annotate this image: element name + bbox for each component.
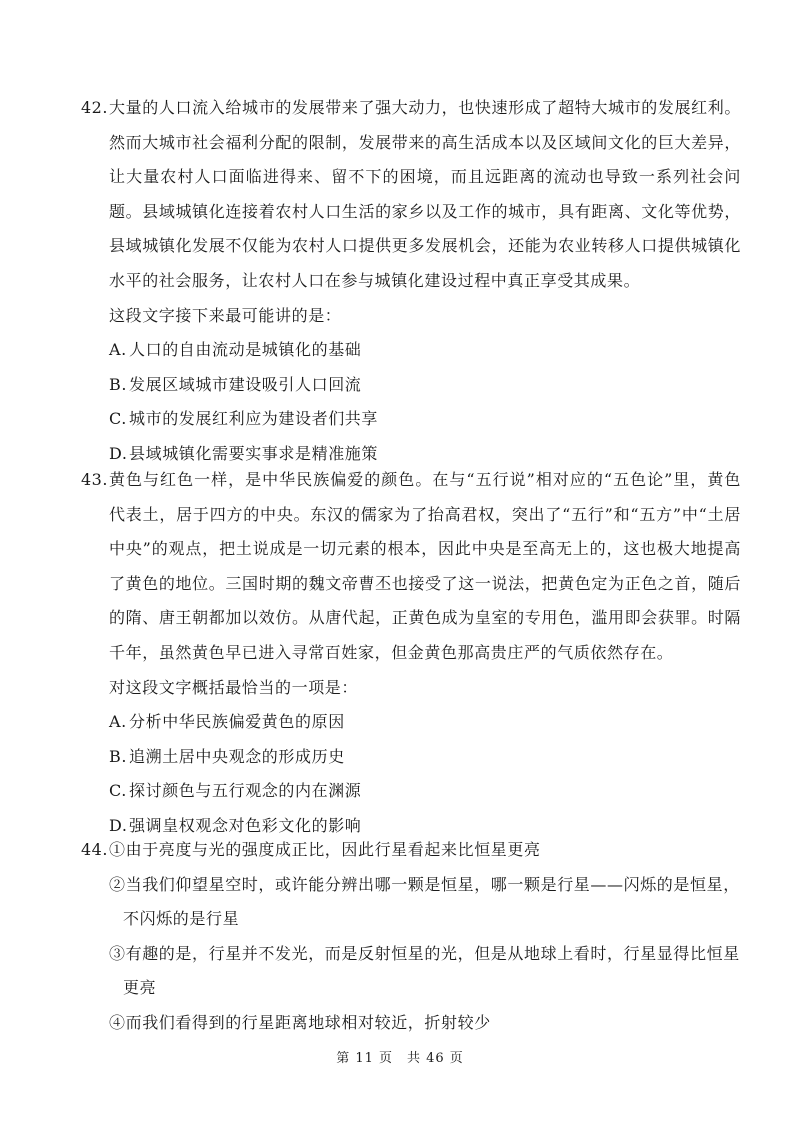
- sentence-text: ②当我们仰望星空时，或许能分辨出哪一颗是恒星，哪一颗是行星——闪烁的是恒星，: [109, 874, 740, 894]
- question-body: [109, 833, 741, 1041]
- sentence-continuation: 不闪烁的是行星: [123, 909, 240, 929]
- option-text: 追溯土居中央观念的形成历史: [129, 746, 345, 766]
- page-footer: 第 11 页 共 46 页: [336, 1051, 464, 1066]
- option-letter: A.: [109, 712, 127, 732]
- option-c: [109, 402, 741, 437]
- question-number: 44.: [81, 840, 108, 859]
- question-passage: 大量的人口流入给城市的发展带来了强大动力，也快速形成了超特大城市的发展红利。然而大城市社会福利分配的限制，发展带来的高生活成本以及区域间文化的巨大差异，让大量农村人口面临进得来、留不下的困境，而且远距离的流动也导致一系列社会问题。县域城镇化连接着农村人口生活的家乡以及工作的城市，具有距离、文化等优势，县域城镇化发展不仅能为农村人口提供更多发展机会，还能为农业转移人口提供城镇化水平的社会服务，让农村人口在参与城镇化建设过程中真正享受其成果。: [109, 98, 741, 290]
- question-43: [81, 463, 741, 844]
- option-text: 分析中华民族偏爱黄色的原因: [129, 712, 345, 732]
- question-passage: 黄色与红色一样，是中华民族偏爱的颜色。在与“五行说”相对应的“五色论”里，黄色代表土，居于四方的中央。东汉的儒家为了抬高君权，突出了“五行”和“五方”中“土居中央”的观点，把土说成是一切元素的根本，因此中央是至高无上的，这也极大地提高了黄色的地位。三国时期的魏文帝曹丕也接受了这一说法，把黄色定为正色之首，随后的隋、唐王朝都加以效仿。从唐代起，正黄色成为皇室的专用色，滥用即会获罪。时隔千年，虽然黄色早已进入寻常百姓家，但金黄色那高贵庄严的气质依然存在。: [109, 470, 741, 662]
- sentence-2: [109, 868, 741, 937]
- option-letter: B.: [109, 746, 128, 766]
- sentence-3: [109, 937, 741, 1006]
- question-number: 42.: [81, 98, 108, 117]
- question-44: [81, 833, 741, 1041]
- option-letter: C.: [109, 409, 127, 429]
- question-body: [109, 91, 741, 472]
- option-letter: A.: [109, 340, 127, 360]
- question-prompt: 这段文字接下来最可能讲的是：: [109, 305, 342, 325]
- option-b: [109, 740, 741, 775]
- option-text: 发展区域城市建设吸引人口回流: [129, 374, 362, 394]
- option-letter: C.: [109, 781, 127, 801]
- option-a: [109, 705, 741, 740]
- question-42: [81, 91, 741, 472]
- option-letter: B.: [109, 374, 128, 394]
- sentence-text: ④而我们看得到的行星距离地球相对较近，折射较少: [109, 1012, 491, 1032]
- sentence-text: ③有趣的是，行星并不发光，而是反射恒星的光，但是从地球上看时，行星显得比恒星: [109, 943, 740, 963]
- sentence-4: [109, 1006, 741, 1041]
- sentence-1: [109, 833, 741, 868]
- option-text: 县域城镇化需要实事求是精准施策: [129, 443, 379, 463]
- question-number: 43.: [81, 470, 108, 489]
- option-b: [109, 368, 741, 403]
- question-body: [109, 463, 741, 844]
- question-prompt: 对这段文字概括最恰当的一项是：: [109, 677, 359, 697]
- option-c: [109, 774, 741, 809]
- sentence-continuation: 更亮: [123, 978, 157, 998]
- option-text: 强调皇权观念对色彩文化的影响: [129, 815, 362, 835]
- option-text: 城市的发展红利应为建设者们共享: [129, 409, 379, 429]
- sentence-text: ①由于亮度与光的强度成正比，因此行星看起来比恒星更亮: [109, 840, 541, 859]
- option-letter: D.: [109, 443, 128, 463]
- option-text: 人口的自由流动是城镇化的基础: [129, 340, 362, 360]
- option-a: [109, 333, 741, 368]
- option-text: 探讨颜色与五行观念的内在渊源: [129, 781, 362, 801]
- option-letter: D.: [109, 815, 128, 835]
